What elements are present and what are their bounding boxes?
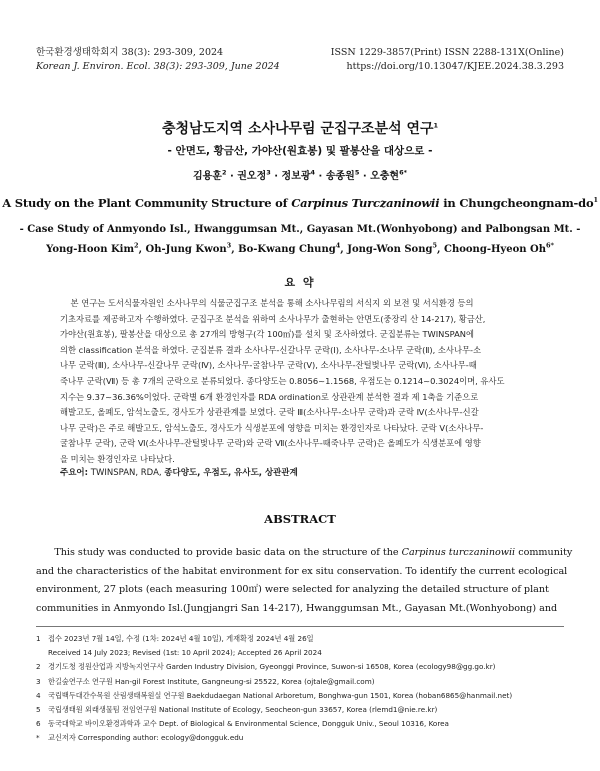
issn: ISSN 1229-3857(Print) ISSN 2288-131X(Online) (330, 47, 564, 58)
footnote-row (36, 731, 564, 745)
korean-abstract-line: 가야산(원효봉), 팔봉산을 대상으로 총 27개의 방형구(각 100㎡)를 설치 및 조사하였다. 군집분류는 TWINSPAN에 (60, 329, 475, 340)
korean-abstract-line: 의한 classification 분석을 하였다. 군집분류 결과 소사나무-신갈나무 군락(Ⅰ), 소사나무-소나무 군락(Ⅱ), 소사나무-소 (60, 344, 481, 355)
author-en-name: Jong-Won Song (347, 244, 433, 255)
korean-abstract-line: 기초자료를 제공하고자 수행하였다. 군집구조 분석을 위하여 소사나무가 출현하는 안면도(중장리 산 14-217), 황금산, (60, 313, 486, 324)
keywords-bold: 종다양도, 우점도, 유사도, 상관관계 (164, 468, 298, 478)
issn-doi (331, 46, 564, 74)
footnote-row (36, 646, 564, 660)
english-title-post: in Chungcheongnam-do (439, 196, 594, 210)
english-abstract-line: and the characteristics of the habitat environment for ex situ conservation. To identify the current ecological (36, 565, 568, 577)
footnote-row (36, 675, 564, 689)
footnote-text: 접수 2023년 7월 14일, 수정 (1차: 2024년 4월 10일), 게재확정 2024년 4월 26일 (48, 634, 314, 643)
footnote-text: 한길숲연구소 연구원 Han-gil Forest Institute, Gangneung-si 25522, Korea (ojtale@gmail.com) (48, 676, 375, 686)
author-ko-affiliation-mark: 3 (266, 168, 271, 177)
author-ko-name: 오충현 (370, 171, 400, 182)
english-title-pre: A Study on the Plant Community Structure of (2, 196, 292, 210)
journal-citation (36, 46, 280, 74)
author-ko-name: 송종원 (325, 171, 355, 182)
english-title (0, 196, 600, 210)
korean-title-text: 충청남도지역 소사나무림 군집구조분석 연구 (161, 121, 434, 137)
footnote-text: 국립생태원 외래생물팀 전임연구원 National Institute of Ecology, Seocheon-gun 33657, Korea (rlemd1@nie.re.kr) (48, 705, 438, 715)
english-abstract-line: environment, 27 plots (each measuring 100㎡) were selected for analyzing the detailed structure of plant (36, 584, 549, 596)
korean-authors (0, 167, 600, 182)
footnote-number: 5 (36, 705, 41, 715)
keywords-plain: TWINSPAN, RDA, (88, 468, 165, 478)
english-abstract-heading: ABSTRACT (264, 512, 336, 526)
english-authors (0, 241, 600, 255)
footnote-number: 1 (36, 634, 41, 643)
author-en-affiliation-mark: 4 (335, 241, 341, 250)
footnote-number: 2 (36, 662, 41, 672)
korean-abstract-line: 지수는 9.37~36.36%이었다. 군락별 6개 환경인자를 RDA ordination로 상관관계 분석한 결과 제 1축을 기준으로 (60, 391, 479, 402)
author-en-separator: , (231, 244, 239, 255)
english-abstract-line1-pre: This study was conducted to provide basic data on the structure of the (54, 547, 402, 558)
footnote-row (36, 632, 564, 646)
author-ko-separator: · (270, 171, 282, 182)
author-en-name: Oh-Jung Kwon (145, 244, 227, 255)
author-en-affiliation-mark: 2 (134, 241, 139, 250)
footnote-number: * (36, 733, 40, 743)
author-en-name: Yong-Hoon Kim (46, 244, 135, 255)
journal-citation-ko: 한국환경생태학회지 38(3): 293-309, 2024 (36, 47, 224, 58)
author-ko-separator: · (315, 171, 326, 182)
footnote-row (36, 660, 564, 674)
author-ko-name: 김용훈 (192, 171, 222, 182)
footnotes (36, 632, 564, 746)
footnote-text: 교신저자 Corresponding author: ecology@dongguk.edu (48, 733, 244, 743)
korean-abstract-line: 나무 군락)은 주로 해발고도, 암석노출도, 경사도가 식생분포에 영향을 미치는 환경인자로 나타났다. 군락 Ⅴ(소사나무- (60, 422, 484, 433)
author-ko-name: 권오정 (237, 171, 267, 182)
footnote-row (36, 689, 564, 703)
footnote-text: 경기도청 정원산업과 지방녹지연구사 Garden Industry Division, Gyeonggi Province, Suwon-si 16508, Korea (ecology98@gg.go.kr) (48, 662, 496, 672)
footnote-text: 국립백두대간수목원 산림생태복원실 연구원 Baekdudaegan National Arboretum, Bonghwa-gun 1501, Korea (hoban6865@hanmail.net) (48, 690, 513, 700)
korean-title-footnote-mark: 1 (433, 121, 439, 130)
footnote-text: Received 14 July 2023; Revised (1st: 10 April 2024); Accepted 26 April 2024 (48, 648, 322, 658)
english-subtitle: - Case Study of Anmyondo Isl., Hwanggumsan Mt., Gayasan Mt.(Wonhyobong) and Palbongsan Mt. - (19, 224, 581, 235)
english-abstract-species: Carpinus turczaninowii (401, 547, 516, 558)
journal-citation-en: Korean J. Environ. Ecol. 38(3): 293-309, June 2024 (36, 61, 280, 72)
author-ko-affiliation-mark: 2 (221, 168, 227, 177)
english-abstract-line (36, 544, 573, 563)
author-en-separator: , (138, 244, 146, 255)
footnote-text: 동국대학교 바이오환경과학과 교수 Dept. of Biological & Environmental Science, Dongguk Univ., Seoul 10316, Korea (48, 719, 449, 729)
author-ko-separator: · (226, 171, 238, 182)
korean-abstract-line: 해발고도, 올폐도, 암석노출도, 경사도가 상관관계를 보였다. 군락 Ⅲ(소사나무-소나무 군락)과 군락 Ⅳ(소사나무-신갈 (60, 407, 479, 418)
english-abstract-line1-post: community (515, 547, 573, 558)
footnote-divider (36, 626, 564, 627)
author-ko-affiliation-mark: 6* (399, 168, 408, 177)
author-en-separator: , (437, 244, 444, 255)
keywords-label: 주요어: (60, 468, 89, 478)
author-en-affiliation-mark: 3 (226, 241, 232, 250)
footnote-row (36, 703, 564, 717)
author-ko-affiliation-mark: 5 (354, 168, 360, 177)
korean-abstract-line: 본 연구는 도서식물자원인 소사나무의 식물군집구조 분석을 통해 소사나무림의 서식지 외 보전 및 서식환경 등의 (60, 298, 474, 308)
author-en-separator: , (340, 244, 348, 255)
footnote-number: 6 (36, 719, 41, 729)
korean-abstract-line: 죽나무 군락(Ⅶ) 등 총 7개의 군락으로 분류되었다. 종다양도는 0.8056~1.1568, 우점도는 0.1214~0.3024이며, 유사도 (60, 375, 505, 386)
footnote-row (36, 717, 564, 731)
korean-abstract-heading: 요 약 (284, 276, 316, 289)
korean-abstract-line: 굴참나무 군락), 군락 Ⅵ(소사나무-잔털벚나무 군락)와 군락 Ⅶ(소사나무-때죽나무 군락)은 올폐도가 식생분포에 영향 (60, 438, 481, 449)
author-en-name: Bo-Kwang Chung (238, 244, 336, 255)
author-ko-name: 정보광 (281, 171, 311, 182)
korean-abstract-line: 나무 군락(Ⅲ), 소사나무-신갈나무 군락(Ⅳ), 소사나무-굴참나무 군락(Ⅴ), 소사나무-잔털벚나무 군락(Ⅵ), 소사나무-때 (60, 360, 477, 371)
author-ko-separator: · (359, 171, 371, 182)
author-en-name: Choong-Hyeon Oh (443, 244, 546, 255)
keywords (60, 466, 540, 478)
english-title-footnote-mark: 1 (593, 196, 598, 205)
footnote-number: 3 (36, 676, 41, 686)
author-en-affiliation-mark: 5 (432, 241, 438, 250)
author-en-affiliation-mark: 6* (546, 241, 554, 250)
korean-title (0, 118, 600, 138)
english-abstract-body (36, 544, 573, 618)
author-ko-affiliation-mark: 4 (310, 168, 316, 177)
korean-subtitle: - 안면도, 황금산, 가야산(원효봉) 및 팔봉산을 대상으로 - (167, 145, 433, 157)
footnote-number: 4 (36, 690, 41, 700)
doi-link[interactable]: https://doi.org/10.13047/KJEE.2024.38.3.293 (346, 61, 564, 72)
english-abstract-line: communities in Anmyondo Isl.(Jungjangri San 14-217), Hwanggumsan Mt., Gayasan Mt.(Wonhyobong) and (36, 602, 558, 614)
korean-abstract-line: 을 미치는 환경인자로 나타났다. (60, 453, 175, 464)
english-title-species: Carpinus Turczaninowii (291, 196, 440, 210)
korean-abstract-body (60, 296, 540, 468)
